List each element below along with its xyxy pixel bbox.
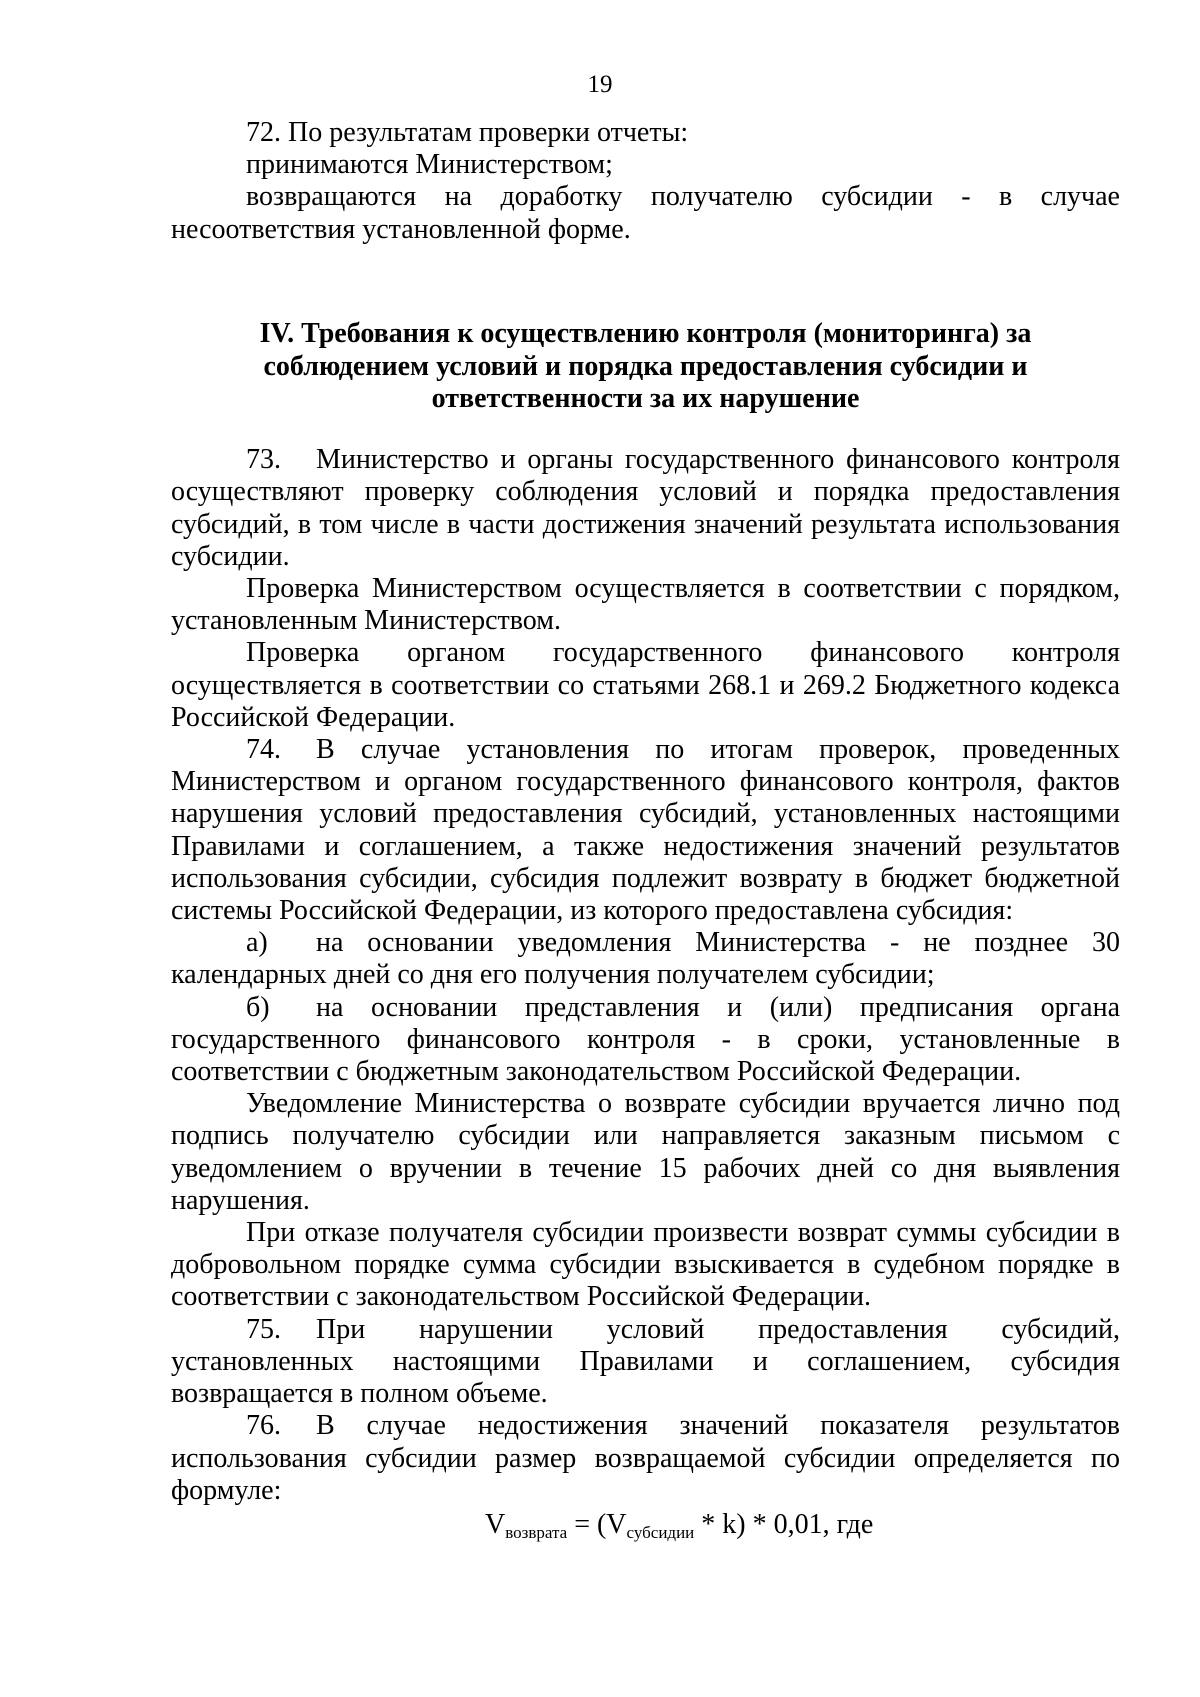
paragraph-number: 76.	[246, 1410, 281, 1442]
formula-rest: * k) * 0,01, где	[694, 1508, 874, 1540]
paragraph-72-item-accepted: принимаются Министерством;	[246, 149, 613, 181]
document-body	[171, 117, 1120, 1543]
paragraph-number: 74.	[246, 734, 281, 766]
paragraph-text: Министерство и органы государственного финансового контроля осуществляют проверку соблюдения условий и порядка предоставления субсидий, в том числе в части достижения значений результата использования субсидии.	[171, 444, 1120, 572]
paragraph-76	[171, 1410, 1120, 1507]
paragraph-74-item-b	[171, 992, 1120, 1089]
item-letter: б)	[246, 991, 270, 1023]
formula-equals: = (V	[567, 1508, 627, 1540]
section-heading-line: ответственности за их нарушение	[431, 383, 860, 415]
paragraph-75	[171, 1314, 1120, 1411]
paragraph-text: При нарушении условий предоставления субсидий, установленных настоящими Правилами и соглашением, субсидия возвращается в полном объеме.	[171, 1313, 1120, 1410]
page-number: 19	[587, 71, 613, 98]
return-formula	[171, 1507, 1120, 1543]
section-heading-line: IV. Требования к осуществлению контроля (мониторинга) за	[259, 317, 1032, 349]
section-heading-line: соблюдением условий и порядка предоставления субсидии и	[263, 350, 1028, 382]
item-letter: а)	[246, 927, 268, 959]
formula-subscript-return: возврата	[505, 1522, 568, 1542]
section-heading	[171, 318, 1120, 416]
paragraph-73-ministry-check: Проверка Министерством осуществляется в соответствии с порядком, установленным Министерством.	[171, 573, 1120, 637]
paragraph-number: 75.	[246, 1313, 281, 1345]
paragraph-text: В случае недостижения значений показателя результатов использования субсидии размер возвращаемой субсидии определяется по формуле:	[171, 1410, 1120, 1506]
paragraph-73	[171, 444, 1120, 573]
paragraph-74	[171, 734, 1120, 927]
paragraph-72: 72. По результатам проверки отчеты:	[246, 117, 689, 148]
paragraph-72-item-returned: возвращаются на доработку получателю субсидии - в случае несоответствия установленной форме.	[171, 181, 1120, 245]
paragraph-74-notification: Уведомление Министерства о возврате субсидии вручается лично под подпись получателю субсидии или направляется заказным письмом с уведомлением о вручении в течение 15 рабочих дней со дня выявления нарушения.	[171, 1088, 1120, 1216]
paragraph-number: 73.	[246, 444, 281, 476]
paragraph-74-refusal: При отказе получателя субсидии произвести возврат суммы субсидии в добровольном порядке сумма субсидии взыскивается в судебном порядке в соответствии с законодательством Российской Федерации.	[171, 1217, 1120, 1313]
paragraph-text: В случае установления по итогам проверок, проведенных Министерством и органом государственного финансового контроля, фактов нарушения условий предоставления субсидий, установленных настоящими Правилами и соглашением, а также недостижения значений результатов использования субсидии, субсидия подлежит возврату в бюджет бюджетной системы Российской Федерации, из которого предоставлена субсидия:	[171, 734, 1120, 927]
formula-v: V	[485, 1508, 506, 1540]
formula-subscript-subsidy: субсидии	[626, 1522, 695, 1542]
paragraph-74-item-a	[171, 927, 1120, 991]
paragraph-73-financial-control-check: Проверка органом государственного финансового контроля осуществляется в соответствии со статьями 268.1 и 269.2 Бюджетного кодекса Российской Федерации.	[171, 637, 1120, 733]
item-text: на основании представления и (или) предписания органа государственного финансового контроля - в сроки, установленные в соответствии с бюджетным законодательством Российской Федерации.	[171, 991, 1120, 1088]
item-text: на основании уведомления Министерства - не позднее 30 календарных дней со дня его получения получателем субсидии;	[171, 927, 1120, 991]
